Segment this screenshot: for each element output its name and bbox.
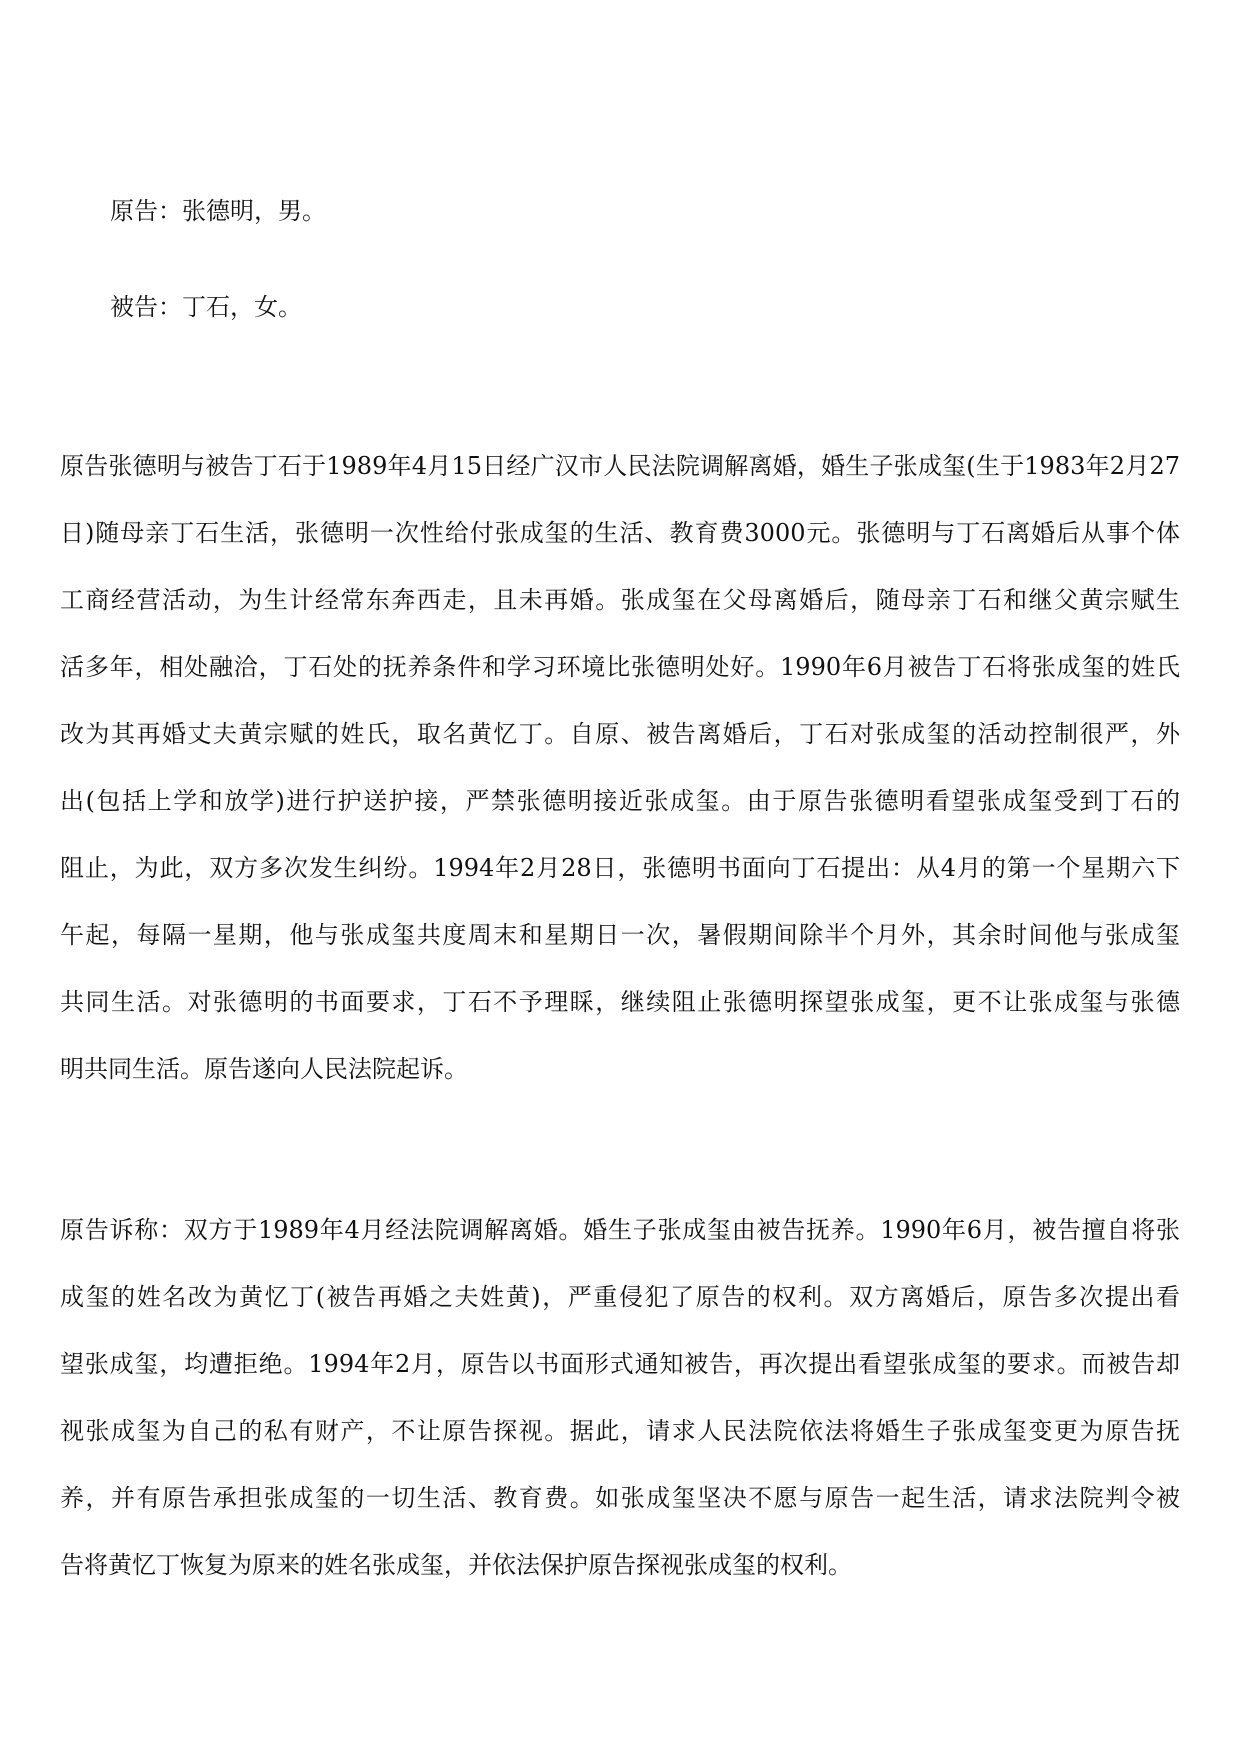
paragraph-line: 成玺的姓名改为黄忆丁(被告再婚之夫姓黄)，严重侵犯了原告的权利。双方离婚后，原告多次提出看 [60,1283,1180,1311]
paragraph-line: 阻止，为此，双方多次发生纠纷。1994年2月28日，张德明书面向丁石提出：从4月的第一个星期六下 [60,854,1180,882]
paragraph-line: 养，并有原告承担张成玺的一切生活、教育费。如张成玺坚决不愿与原告一起生活，请求法院判令被 [60,1484,1180,1512]
paragraph-line: 活多年，相处融洽，丁石处的抚养条件和学习环境比张德明处好。1990年6月被告丁石将张成玺的姓氏 [60,653,1180,681]
paragraph-line: 视张成玺为自己的私有财产，不让原告探视。据此，请求人民法院依法将婚生子张成玺变更为原告抚 [60,1417,1180,1445]
case-facts-paragraph [60,433,1180,1103]
paragraph-line: 午起，每隔一星期，他与张成玺共度周末和星期日一次，暑假期间除半个月外，其余时间他与张成玺 [60,921,1180,949]
plaintiff-claim-paragraph [60,1197,1180,1599]
paragraph-line: 原告张德明与被告丁石于1989年4月15日经广汉市人民法院调解离婚，婚生子张成玺(生于1983年2月27 [60,452,1180,480]
paragraph-line: 原告诉称：双方于1989年4月经法院调解离婚。婚生子张成玺由被告抚养。1990年6月，被告擅自将张 [60,1216,1180,1244]
paragraph-line: 共同生活。对张德明的书面要求，丁石不予理睬，继续阻止张德明探望张成玺，更不让张成玺与张德 [60,988,1180,1016]
paragraph-line: 望张成玺，均遭拒绝。1994年2月，原告以书面形式通知被告，再次提出看望张成玺的要求。而被告却 [60,1350,1180,1378]
defendant-line: 被告：丁石，女。 [110,293,302,321]
paragraph-line: 明共同生活。原告遂向人民法院起诉。 [60,1055,468,1083]
paragraph-line: 告将黄忆丁恢复为原来的姓名张成玺，并依法保护原告探视张成玺的权利。 [60,1551,852,1579]
paragraph-line: 工商经营活动，为生计经常东奔西走，且未再婚。张成玺在父母离婚后，随母亲丁石和继父黄宗赋生 [60,586,1180,614]
paragraph-line: 日)随母亲丁石生活，张德明一次性给付张成玺的生活、教育费3000元。张德明与丁石离婚后从事个体 [60,519,1180,547]
plaintiff-line: 原告：张德明，男。 [110,197,326,225]
paragraph-line: 改为其再婚丈夫黄宗赋的姓氏，取名黄忆丁。自原、被告离婚后，丁石对张成玺的活动控制很严，外 [60,720,1180,748]
paragraph-line: 出(包括上学和放学)进行护送护接，严禁张德明接近张成玺。由于原告张德明看望张成玺受到丁石的 [60,787,1180,815]
